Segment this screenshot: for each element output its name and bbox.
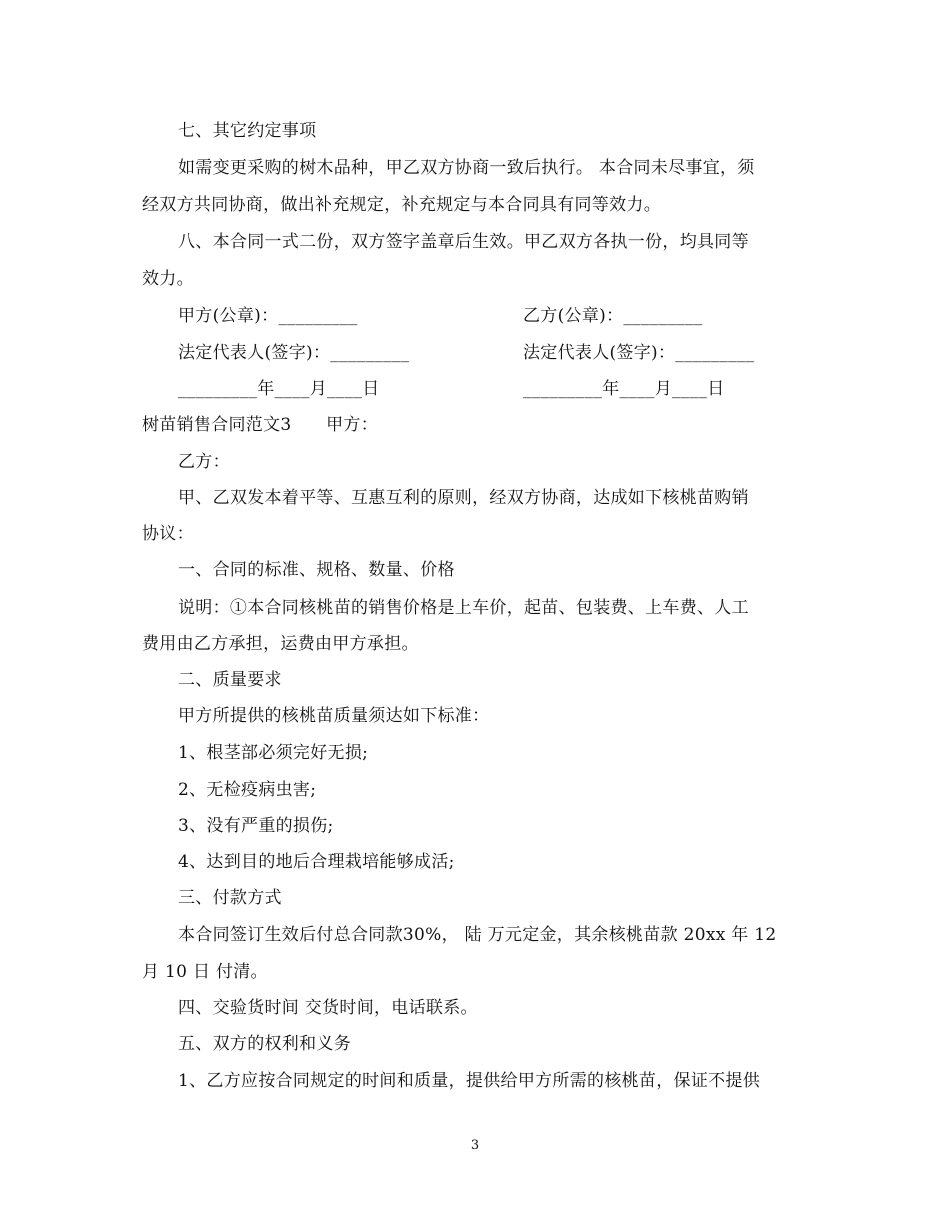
party-a-date-line: _________年____月____日 <box>178 379 380 399</box>
paragraph-line: 月 10 日 付清。 <box>142 962 268 982</box>
party-b-representative-line: 法定代表人(签字)：_________ <box>523 343 755 363</box>
party-a-representative-line: 法定代表人(签字)：_________ <box>178 343 410 363</box>
paragraph-line: 如需变更采购的树木品种，甲乙双方协商一致后执行。 本合同未尽事宜，须 <box>178 158 755 178</box>
clause-heading: 三、付款方式 <box>178 888 282 908</box>
paragraph-line: 1、乙方应按合同规定的时间和质量，提供给甲方所需的核桃苗，保证不提供 <box>178 1071 761 1091</box>
clause-heading: 五、双方的权利和义务 <box>178 1034 351 1054</box>
list-item: 1、根茎部必须完好无损; <box>178 743 369 763</box>
clause-heading: 一、合同的标准、规格、数量、价格 <box>178 560 455 580</box>
page-number: 3 <box>470 1138 480 1153</box>
party-b-seal-line: 乙方(公章)：_________ <box>523 306 703 326</box>
clause-heading: 二、质量要求 <box>178 670 282 690</box>
paragraph-line: 甲、乙双发本着平等、互惠互利的原则，经双方协商，达成如下核桃苗购销 <box>178 488 749 508</box>
list-item: 2、无检疫病虫害; <box>178 780 317 800</box>
party-a-seal-line: 甲方(公章)：_________ <box>178 306 358 326</box>
paragraph-line: 甲方所提供的核桃苗质量须达如下标准： <box>178 706 490 726</box>
paragraph-line: 经双方共同协商，做出补充规定，补充规定与本合同具有同等效力。 <box>142 195 661 215</box>
paragraph-line: 协议： <box>142 524 194 544</box>
clause-heading: 七、其它约定事项 <box>178 121 317 141</box>
paragraph-line: 本合同签订生效后付总合同款30%， 陆 万元定金，其余核桃苗款 20xx 年 12 <box>178 925 777 945</box>
clause-heading: 四、交验货时间 交货时间，电话联系。 <box>178 998 478 1018</box>
party-b-date-line: _________年____月____日 <box>523 379 725 399</box>
paragraph-line: 效力。 <box>142 269 194 289</box>
list-item: 3、没有严重的损伤; <box>178 816 334 836</box>
section-heading: 树苗销售合同范文3 甲方： <box>142 415 379 435</box>
paragraph-line: 八、本合同一式二份，双方签字盖章后生效。甲乙双方各执一份，均具同等 <box>178 232 749 252</box>
party-b-label: 乙方： <box>178 452 230 472</box>
paragraph-line: 费用由乙方承担，运费由甲方承担。 <box>142 634 419 654</box>
paragraph-line: 说明：①本合同核桃苗的销售价格是上车价，起苗、包装费、上车费、人工 <box>178 598 749 618</box>
list-item: 4、达到目的地后合理栽培能够成活; <box>178 852 455 872</box>
